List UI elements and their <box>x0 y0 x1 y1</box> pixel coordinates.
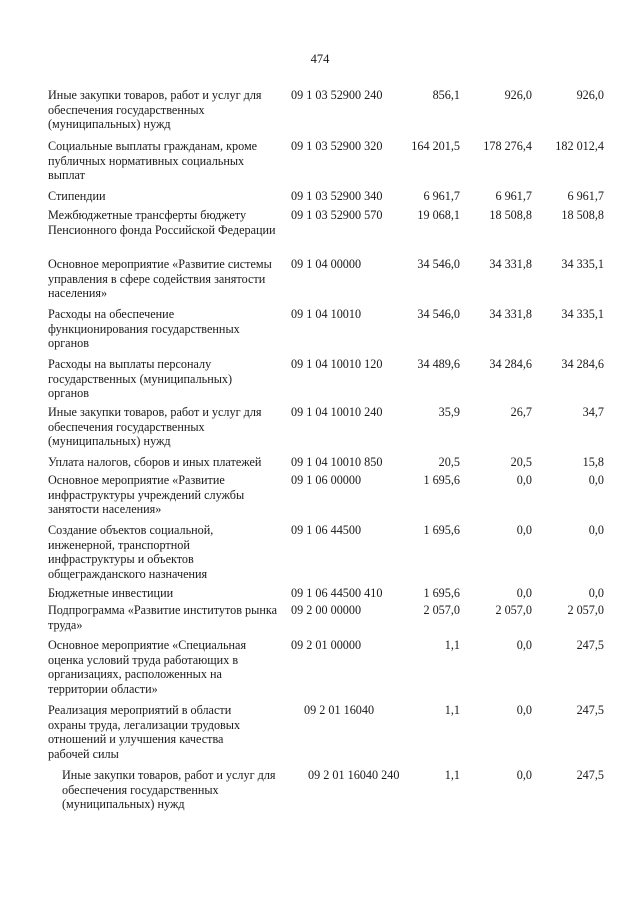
row-value-1: 1,1 <box>444 638 460 652</box>
row-value-2: 26,7 <box>510 405 532 419</box>
row-name: Уплата налогов, сборов и иных платежей <box>48 455 262 469</box>
row-value-2: 34 331,8 <box>489 307 532 321</box>
row-name: Создание объектов социальной, инженерной, транспортной инфраструктуры и объектов общегражданского назначения <box>48 523 214 581</box>
row-code: 09 1 03 52900 570 <box>291 208 383 222</box>
row-code: 09 1 06 00000 <box>291 473 362 487</box>
row-value-3: 247,5 <box>576 638 604 652</box>
row-value-2: 6 961,7 <box>495 189 532 203</box>
row-code: 09 2 01 00000 <box>291 638 362 652</box>
row-value-1: 856,1 <box>432 88 460 102</box>
row-value-2: 0,0 <box>516 638 532 652</box>
row-value-1: 34 546,0 <box>417 257 460 271</box>
row-value-3: 34 335,1 <box>561 307 604 321</box>
row-value-3: 34 335,1 <box>561 257 604 271</box>
row-value-3: 0,0 <box>588 473 604 487</box>
row-value-3: 6 961,7 <box>567 189 604 203</box>
row-name: Межбюджетные трансферты бюджету Пенсионного фонда Российской Федерации <box>48 208 276 237</box>
row-value-1: 1 695,6 <box>423 473 460 487</box>
row-name: Реализация мероприятий в области охраны труда, легализации трудовых отношений и улучшения качества рабочей силы <box>48 703 241 761</box>
row-code: 09 1 06 44500 <box>291 523 362 537</box>
row-name: Основное мероприятие «Развитие инфраструктуры учреждений службы занятости населения» <box>48 473 245 516</box>
row-value-3: 0,0 <box>588 586 604 600</box>
row-code: 09 1 03 52900 320 <box>291 139 383 153</box>
row-value-1: 1 695,6 <box>423 586 460 600</box>
row-code: 09 1 04 10010 240 <box>291 405 383 419</box>
row-value-2: 34 331,8 <box>489 257 532 271</box>
row-code: 09 1 04 00000 <box>291 257 362 271</box>
row-value-2: 0,0 <box>516 703 532 717</box>
row-value-3: 15,8 <box>582 455 604 469</box>
row-value-2: 20,5 <box>510 455 532 469</box>
row-value-1: 1 695,6 <box>423 523 460 537</box>
row-name: Бюджетные инвестиции <box>48 586 174 600</box>
row-name: Расходы на выплаты персоналу государственных (муниципальных) органов <box>48 357 233 400</box>
row-value-3: 34,7 <box>582 405 604 419</box>
row-name: Основное мероприятие «Специальная оценка условий труда работающих в организациях, расположенных на территории области» <box>48 638 247 696</box>
row-value-2: 926,0 <box>504 88 532 102</box>
row-value-2: 34 284,6 <box>489 357 532 371</box>
row-code: 09 1 04 10010 <box>291 307 362 321</box>
row-name: Подпрограмма «Развитие институтов рынка труда» <box>48 603 278 632</box>
row-value-1: 34 546,0 <box>417 307 460 321</box>
row-code: 09 1 06 44500 410 <box>291 586 383 600</box>
row-value-1: 35,9 <box>438 405 460 419</box>
row-value-2: 0,0 <box>516 586 532 600</box>
page-number: 474 <box>310 52 330 66</box>
row-code: 09 2 01 16040 240 <box>308 768 400 782</box>
row-code: 09 1 03 52900 340 <box>291 189 383 203</box>
row-name: Иные закупки товаров, работ и услуг для обеспечения государственных (муниципальных) нужд <box>48 88 262 131</box>
row-value-3: 0,0 <box>588 523 604 537</box>
row-value-1: 2 057,0 <box>423 603 460 617</box>
row-value-2: 0,0 <box>516 768 532 782</box>
row-name: Иные закупки товаров, работ и услуг для обеспечения государственных (муниципальных) нужд <box>48 405 262 448</box>
row-value-3: 926,0 <box>576 88 604 102</box>
row-value-3: 2 057,0 <box>567 603 604 617</box>
row-name: Расходы на обеспечение функционирования государственных органов <box>48 307 240 350</box>
row-code: 09 1 04 10010 120 <box>291 357 383 371</box>
row-code: 09 1 03 52900 240 <box>291 88 383 102</box>
row-value-2: 0,0 <box>516 473 532 487</box>
row-value-3: 34 284,6 <box>561 357 604 371</box>
row-code: 09 2 01 16040 <box>304 703 375 717</box>
row-value-2: 2 057,0 <box>495 603 532 617</box>
row-name: Иные закупки товаров, работ и услуг для обеспечения государственных (муниципальных) нужд <box>62 768 276 811</box>
row-value-3: 247,5 <box>576 768 604 782</box>
row-value-3: 18 508,8 <box>561 208 604 222</box>
row-value-1: 34 489,6 <box>417 357 460 371</box>
row-name: Стипендии <box>48 189 106 203</box>
row-value-1: 6 961,7 <box>423 189 460 203</box>
row-value-2: 178 276,4 <box>483 139 532 153</box>
row-value-1: 1,1 <box>444 703 460 717</box>
row-value-2: 0,0 <box>516 523 532 537</box>
row-value-1: 19 068,1 <box>417 208 460 222</box>
row-value-1: 164 201,5 <box>411 139 460 153</box>
row-value-1: 20,5 <box>438 455 460 469</box>
row-value-1: 1,1 <box>444 768 460 782</box>
row-value-3: 182 012,4 <box>555 139 604 153</box>
row-code: 09 1 04 10010 850 <box>291 455 383 469</box>
row-code: 09 2 00 00000 <box>291 603 362 617</box>
row-value-3: 247,5 <box>576 703 604 717</box>
row-name: Основное мероприятие «Развитие системы управления в сфере содействия занятости населения» <box>48 257 272 300</box>
row-name: Социальные выплаты гражданам, кроме публичных нормативных социальных выплат <box>48 139 258 182</box>
row-value-2: 18 508,8 <box>489 208 532 222</box>
